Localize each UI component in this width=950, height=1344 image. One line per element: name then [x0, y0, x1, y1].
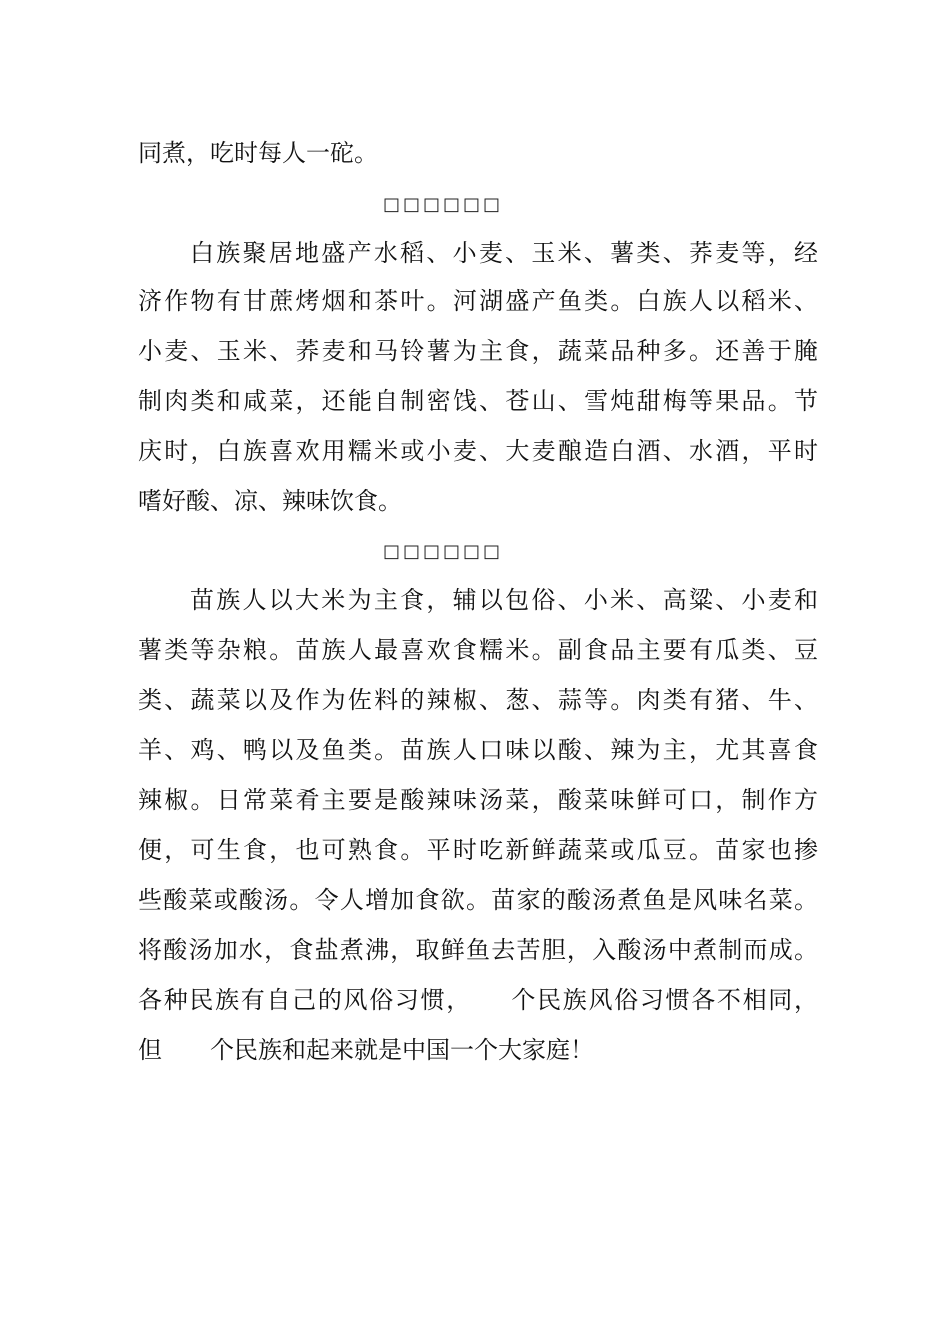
section-heading-miao: □□□□□□	[383, 541, 504, 562]
section-heading-bai: □□□□□□	[383, 194, 504, 215]
paragraph-bai-line-4: 制肉类和咸菜，还能自制密饯、苍山、雪炖甜梅等果品。节	[138, 387, 818, 415]
paragraph-bai-line-5: 庆时，白族喜欢用糯米或小麦、大麦酿造白酒、水酒，平时	[138, 437, 818, 465]
paragraph-bai-line-3: 小麦、玉米、荞麦和马铃薯为主食，蔬菜品种多。还善于腌	[138, 337, 818, 365]
paragraph-miao-line-10: 但 个民族和起来就是中国一个大家庭！	[138, 1036, 594, 1064]
paragraph-miao-line-2: 薯类等杂粮。苗族人最喜欢食糯米。副食品主要有瓜类、豆	[138, 636, 818, 664]
paragraph-bai-line-1: 白族聚居地盛产水稻、小麦、玉米、薯类、荞麦等，经	[190, 239, 818, 267]
continuation-line: 同煮，吃时每人一砣。	[138, 139, 378, 167]
paragraph-miao-line-8: 将酸汤加水，食盐煮沸，取鲜鱼去苦胆，入酸汤中煮制而成。	[138, 936, 818, 964]
paragraph-miao-line-5: 辣椒。日常菜肴主要是酸辣味汤菜，酸菜味鲜可口，制作方	[138, 786, 818, 814]
paragraph-bai-line-6: 嗜好酸、凉、辣味饮食。	[138, 487, 402, 515]
paragraph-bai-line-2: 济作物有甘蔗烤烟和茶叶。河湖盛产鱼类。白族人以稻米、	[138, 287, 818, 315]
paragraph-miao-line-1: 苗族人以大米为主食，辅以包俗、小米、高粱、小麦和	[190, 586, 818, 614]
paragraph-miao-line-9: 各种民族有自己的风俗习惯， 个民族风俗习惯各不相同，	[138, 986, 818, 1014]
paragraph-miao-line-6: 便，可生食，也可熟食。平时吃新鲜蔬菜或瓜豆。苗家也掺	[138, 836, 818, 864]
paragraph-miao-line-7: 些酸菜或酸汤。令人增加食欲。苗家的酸汤煮鱼是风味名菜。	[138, 886, 818, 914]
paragraph-miao-line-3: 类、蔬菜以及作为佐料的辣椒、葱、蒜等。肉类有猪、牛、	[138, 686, 818, 714]
paragraph-miao-line-4: 羊、鸡、鸭以及鱼类。苗族人口味以酸、辣为主，尤其喜食	[138, 736, 818, 764]
